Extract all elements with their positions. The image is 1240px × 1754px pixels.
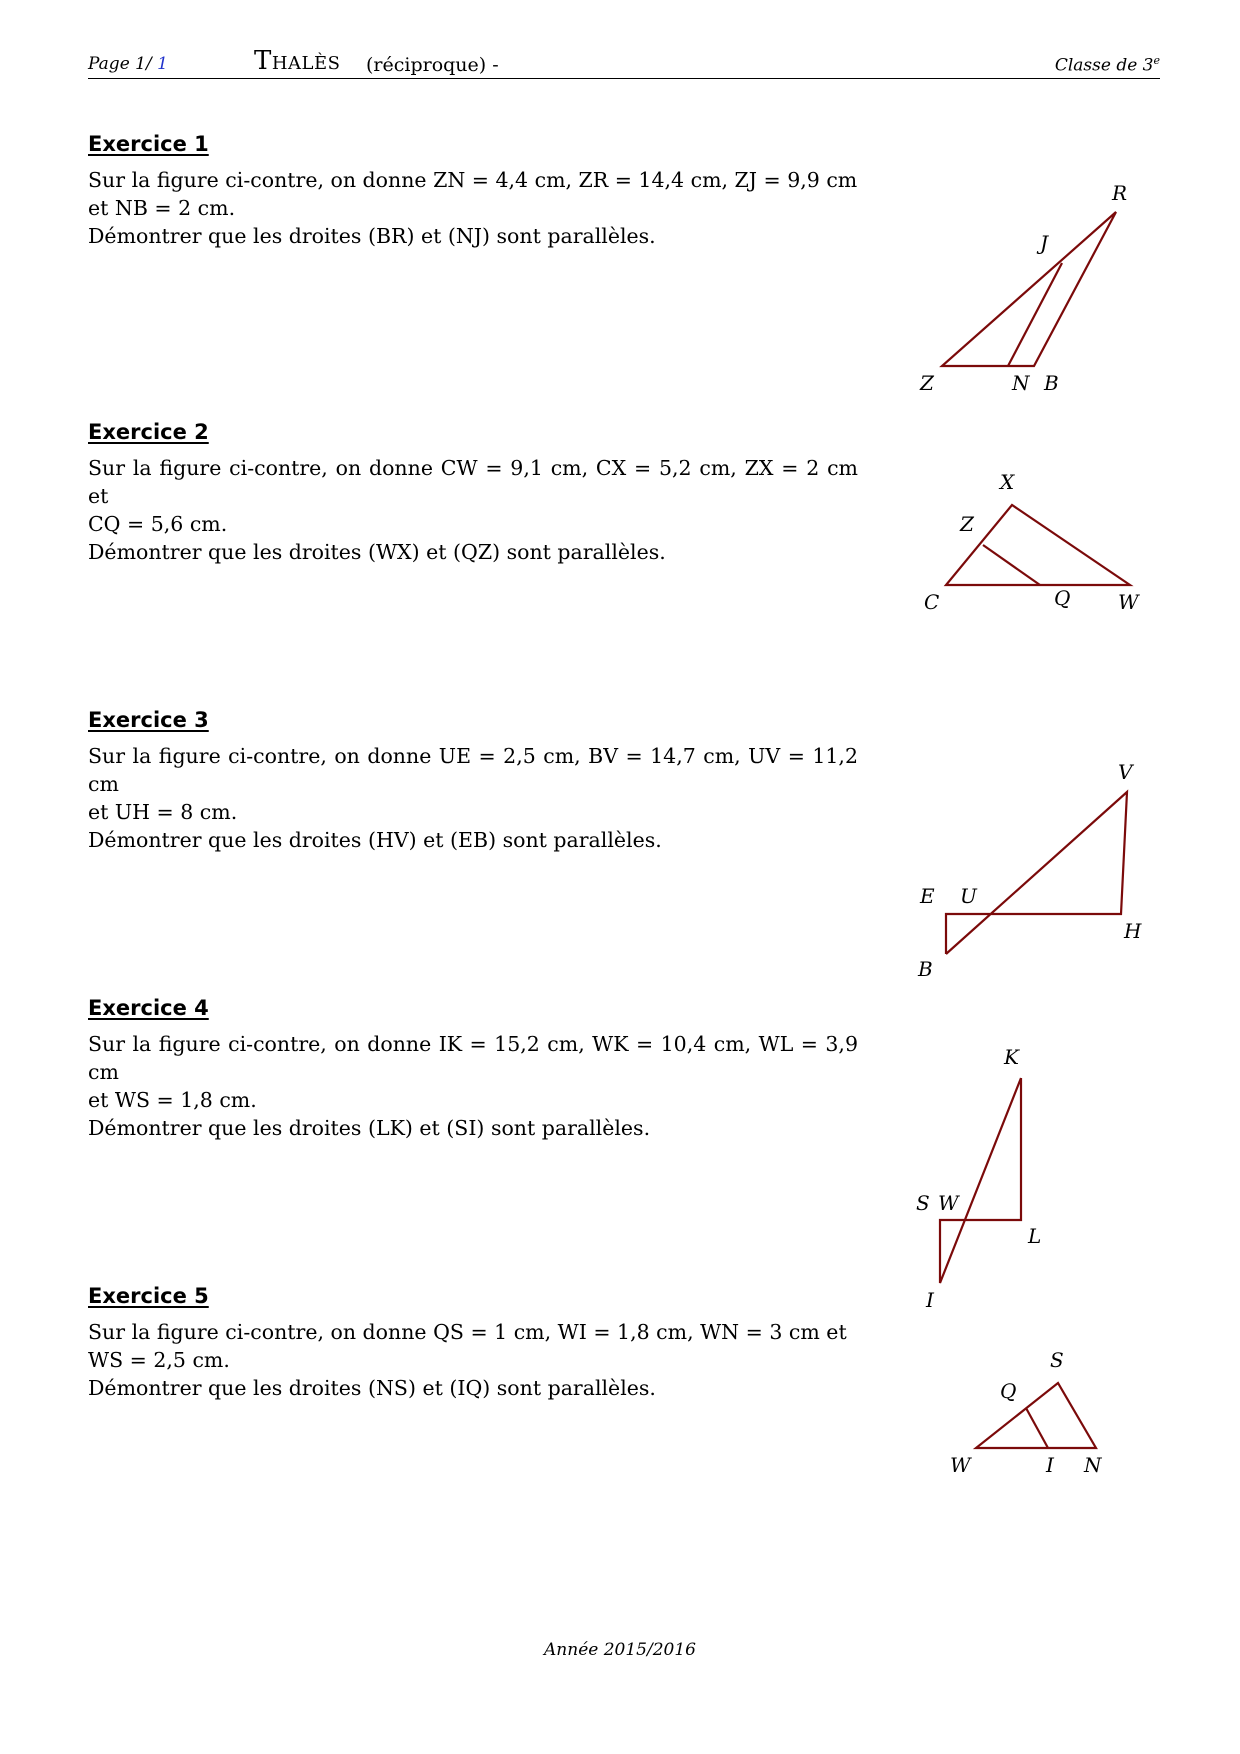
exercise-statement: Sur la figure ci-contre, on donne QS = 1 cm, WI = 1,8 cm, WN = 3 cm et WS = 2,5 cm. Démontrer que les droites (NS) et (IQ) sont parallèles. xyxy=(88,1320,847,1400)
exercise-2-figure xyxy=(900,465,1160,620)
label-s: S xyxy=(916,1191,930,1215)
exercise-title: Exercice 3 xyxy=(88,708,209,732)
label-n: N xyxy=(1012,371,1030,395)
exercise-3-figure xyxy=(900,755,1160,985)
label-q: Q xyxy=(1054,586,1071,610)
label-s: S xyxy=(1050,1348,1064,1372)
exercise-title: Exercice 1 xyxy=(88,132,209,156)
label-v: V xyxy=(1118,760,1133,784)
label-u: U xyxy=(960,884,977,908)
class-label: Classe de 3e xyxy=(1054,54,1160,76)
page-footer: Année 2015/2016 xyxy=(544,1640,696,1660)
exercise-4-figure xyxy=(900,1040,1160,1320)
document-subtitle: (réciproque) - xyxy=(366,54,499,76)
page-header xyxy=(88,48,1160,79)
label-z: Z xyxy=(960,512,974,536)
segment-nj xyxy=(1008,263,1062,366)
label-k: K xyxy=(1004,1045,1019,1069)
exercise-statement: Sur la figure ci-contre, on donne IK = 15,2 cm, WK = 10,4 cm, WL = 3,9 cm et WS = 1,8 cm. Démontrer que les droites (LK) et (SI) sont parallèles. xyxy=(88,1032,858,1140)
page-number: Page 1/ 1 xyxy=(88,54,168,74)
label-q: Q xyxy=(1000,1379,1017,1403)
label-h: H xyxy=(1124,919,1142,943)
exercise-title: Exercice 5 xyxy=(88,1284,209,1308)
label-j: J xyxy=(1040,231,1049,255)
exercise-3 xyxy=(88,708,858,854)
page-total-link[interactable]: 1 xyxy=(157,54,168,74)
label-i: I xyxy=(926,1288,934,1312)
label-l: L xyxy=(1028,1224,1042,1248)
label-c: C xyxy=(924,590,940,614)
segment-iq xyxy=(1026,1408,1048,1448)
path-k-l-s-i-k xyxy=(940,1078,1021,1283)
exercise-statement: Sur la figure ci-contre, on donne UE = 2,5 cm, BV = 14,7 cm, UV = 11,2 cm et UH = 8 cm. Démontrer que les droites (HV) et (EB) sont parallèles. xyxy=(88,744,858,852)
label-r: R xyxy=(1112,181,1128,205)
exercise-5-figure xyxy=(900,1340,1160,1480)
triangle-wns xyxy=(976,1383,1096,1448)
label-z: Z xyxy=(920,371,934,395)
segment-qz xyxy=(983,545,1040,585)
exercise-statement: Sur la figure ci-contre, on donne CW = 9,1 cm, CX = 5,2 cm, ZX = 2 cm et CQ = 5,6 cm. Démontrer que les droites (WX) et (QZ) sont parallèles. xyxy=(88,456,858,564)
label-w: W xyxy=(950,1453,971,1477)
triangle-zbr xyxy=(942,212,1116,366)
exercise-title: Exercice 2 xyxy=(88,420,209,444)
label-n: N xyxy=(1084,1453,1102,1477)
label-b: B xyxy=(918,957,933,981)
label-w: W xyxy=(938,1191,959,1215)
exercise-statement: Sur la figure ci-contre, on donne ZN = 4,4 cm, ZR = 14,4 cm, ZJ = 9,9 cm et NB = 2 cm. Démontrer que les droites (BR) et (NJ) sont parallèles. xyxy=(88,168,858,248)
exercise-1 xyxy=(88,132,858,250)
label-x: X xyxy=(1000,470,1015,494)
exercise-1-figure xyxy=(900,170,1160,400)
exercise-2 xyxy=(88,420,858,566)
label-w: W xyxy=(1118,590,1139,614)
document-title: Thalès xyxy=(254,46,341,76)
exercise-4 xyxy=(88,996,858,1142)
exercise-title: Exercice 4 xyxy=(88,996,209,1020)
path-b-e-h-v-b xyxy=(946,792,1127,954)
label-i: I xyxy=(1046,1453,1054,1477)
exercise-5 xyxy=(88,1284,858,1402)
label-b: B xyxy=(1044,371,1059,395)
label-e: E xyxy=(920,884,935,908)
